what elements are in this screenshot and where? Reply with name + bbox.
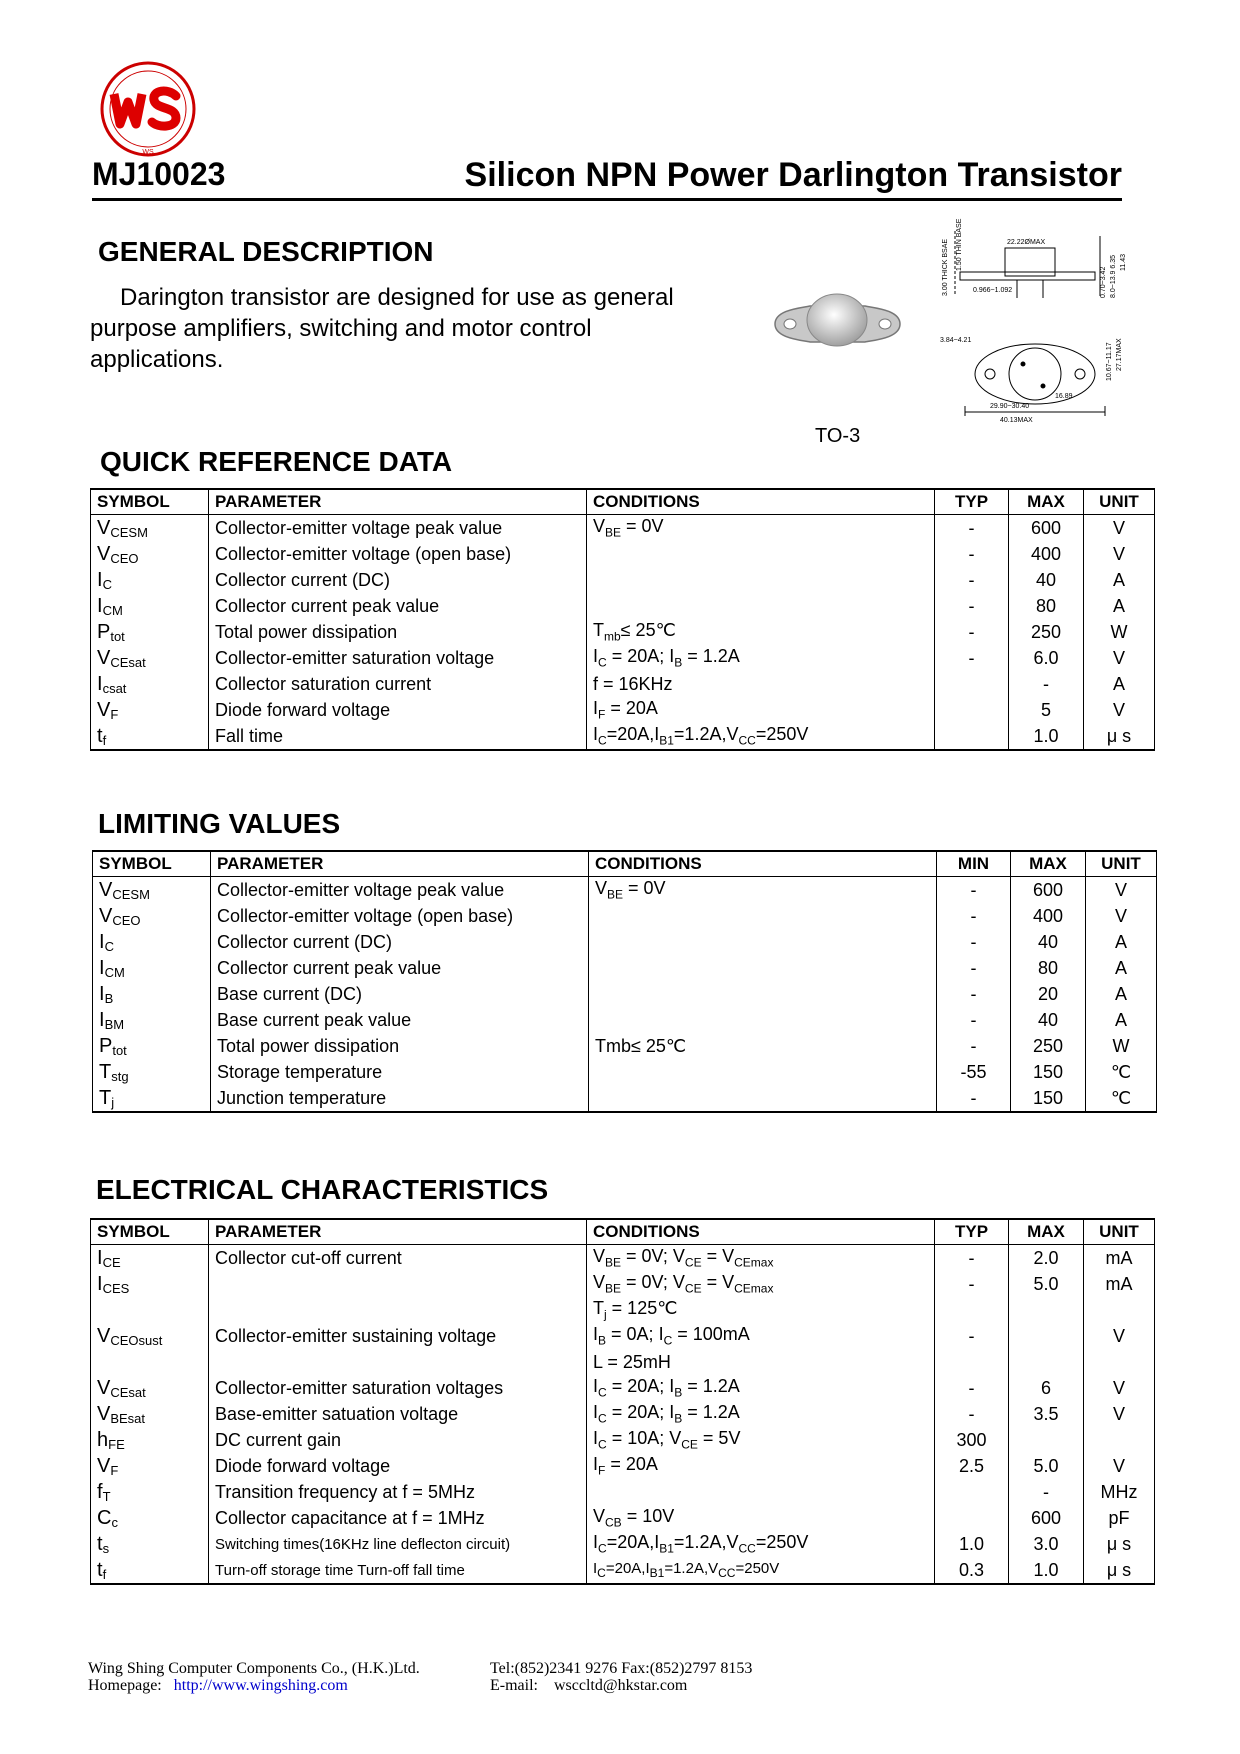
cell-max: 1.0 [1009,1557,1084,1584]
cell-conditions: $V_{BE} = 0V$; $V_{CE} = V_{CEmax}$ [587,1271,935,1297]
cell-symbol: $C_c$ [91,1505,209,1531]
cell-parameter: Collector-emitter saturation voltage [209,645,587,671]
cell-symbol: $V_{CESM}$ [91,515,209,542]
table-row [91,1557,1155,1584]
cell-parameter: Collector current peak value [211,955,589,981]
cell-typ: 300 [935,1427,1009,1453]
cell-parameter: Diode forward voltage [209,697,587,723]
cell-conditions [589,903,937,929]
cell-symbol: $I_C$ [91,567,209,593]
cell-symbol: $T_j$ [93,1085,211,1112]
cell-typ [935,697,1009,723]
cell-typ: - [935,515,1009,542]
document-title: Silicon NPN Power Darlington Transistor [464,156,1122,194]
table-row [91,1453,1155,1479]
cell-parameter: Collector-emitter sustaining voltage [209,1323,587,1349]
cell-max: 250 [1009,619,1084,645]
cell-parameter: Collector-emitter voltage (open base) [211,903,589,929]
table-row [93,955,1157,981]
cell-parameter [209,1271,587,1297]
cell-typ: -55 [937,1059,1011,1085]
cell-parameter: Collector-emitter voltage peak value [209,515,587,542]
cell-symbol: $V_{CEOsust}$ [91,1323,209,1349]
cell-unit: W [1086,1033,1157,1059]
table-row [91,541,1155,567]
table-row [91,1271,1155,1297]
label-thick-base: 3.00 THICK BSAE [942,238,949,296]
cell-conditions [587,567,935,593]
table-row [91,515,1155,542]
table-row [93,877,1157,904]
cell-typ: 0.3 [935,1557,1009,1584]
cell-unit: A [1084,567,1155,593]
cell-unit: A [1086,929,1157,955]
cell-parameter: Collector-emitter voltage peak value [211,877,589,904]
cell-symbol [91,1349,209,1375]
cell-max: 40 [1011,929,1086,955]
table-header-row [91,489,1155,515]
table-row [91,723,1155,750]
cell-typ: - [935,567,1009,593]
cell-conditions: Tmb≤ 25℃ [589,1033,937,1059]
label-w1: 3.84~4.21 [940,337,972,344]
label-w5: 29.90~30.40 [990,403,1030,410]
cell-symbol: $I_{CM}$ [91,593,209,619]
cell-symbol: $V_F$ [91,1453,209,1479]
cell-symbol: $I_C$ [93,929,211,955]
cell-max [1009,1427,1084,1453]
quick-reference-heading: QUICK REFERENCE DATA [100,446,453,477]
cell-parameter: DC current gain [209,1427,587,1453]
cell-symbol: $V_{BEsat}$ [91,1401,209,1427]
table-row [93,1059,1157,1085]
table-row [91,1401,1155,1427]
cell-unit: V [1086,877,1157,904]
cell-max: 5.0 [1009,1453,1084,1479]
table-row [93,981,1157,1007]
cell-parameter [209,1297,587,1323]
cell-typ [935,1349,1009,1375]
footer-tel-fax: Tel:(852)2341 9276 Fax:(852)2797 8153 [490,1660,753,1677]
table-row [91,1323,1155,1349]
column-header-parameter: PARAMETER [211,851,589,877]
footer-contact [490,1660,752,1694]
cell-conditions: f = 16KHz [587,671,935,697]
cell-symbol: $P_{tot}$ [91,619,209,645]
cell-typ: - [935,593,1009,619]
column-header-parameter: PARAMETER [209,489,587,515]
cell-typ: - [937,903,1011,929]
cell-max: 600 [1009,1505,1084,1531]
cell-unit: MHz [1084,1479,1155,1505]
column-header-max: MAX [1009,489,1084,515]
to3-dimension-drawing [935,216,1130,466]
cell-symbol: $I_{CES}$ [91,1271,209,1297]
cell-unit [1084,1297,1155,1323]
cell-unit: ℃ [1086,1059,1157,1085]
label-cap-diameter: 22.22ØMAX [1007,239,1046,246]
cell-max: 400 [1009,541,1084,567]
cell-unit: V [1084,515,1155,542]
cell-max: 6 [1009,1375,1084,1401]
cell-unit: ℃ [1086,1085,1157,1112]
cell-conditions: $I_B = 0A$; $I_C = 100mA$ [587,1323,935,1349]
cell-typ: - [935,541,1009,567]
cell-max: 3.5 [1009,1401,1084,1427]
cell-max: 250 [1011,1033,1086,1059]
table-row [91,1245,1155,1272]
table-row [93,1007,1157,1033]
cell-unit: μ s [1084,723,1155,750]
table-row [91,1479,1155,1505]
column-header-unit: UNIT [1084,489,1155,515]
email-address[interactable]: wsccltd@hkstar.com [553,1677,688,1694]
cell-conditions [587,593,935,619]
label-w2: 10.67~11.17 [1106,342,1113,381]
cell-typ: - [935,1271,1009,1297]
cell-conditions: $I_C = 20A$; $I_B = 1.2A$ [587,1401,935,1427]
label-w4: 16.89 [1055,393,1073,400]
cell-max: 80 [1011,955,1086,981]
cell-typ: - [937,955,1011,981]
cell-parameter: Base current peak value [211,1007,589,1033]
cell-parameter: Diode forward voltage [209,1453,587,1479]
table-row [91,567,1155,593]
cell-conditions: $I_C=20A,I_{B1}=1.2A,V_{CC}=250V$ [587,723,935,750]
cell-typ [935,1297,1009,1323]
cell-parameter: Junction temperature [211,1085,589,1112]
column-header-max: MAX [1011,851,1086,877]
footer-email [490,1677,752,1694]
cell-typ: - [935,1401,1009,1427]
cell-unit: A [1086,981,1157,1007]
cell-typ: - [937,929,1011,955]
table-row [91,1531,1155,1557]
cell-parameter: Collector-emitter saturation voltages [209,1375,587,1401]
cell-parameter: Collector current (DC) [209,567,587,593]
cell-parameter: Storage temperature [211,1059,589,1085]
cell-conditions [589,1059,937,1085]
column-header-symbol: SYMBOL [91,489,209,515]
cell-conditions: $V_{BE} = 0V$ [587,515,935,542]
cell-unit: V [1084,697,1155,723]
limiting-values-table [92,850,1157,1113]
cell-parameter: Collector saturation current [209,671,587,697]
column-header-conditions: CONDITIONS [589,851,937,877]
cell-symbol: $I_{CE}$ [91,1245,209,1272]
label-pin-diameter: 0.966~1.092 [973,287,1013,294]
cell-conditions: $I_F = 20A$ [587,697,935,723]
electrical-characteristics-table [90,1218,1155,1585]
cell-parameter: Total power dissipation [211,1033,589,1059]
email-label: E-mail: [490,1677,538,1694]
cell-parameter: Switching times(16KHz line deflecton circuit) [209,1531,587,1557]
footer-company: Wing Shing Computer Components Co., (H.K.)Ltd. [88,1660,420,1677]
cell-parameter: Turn-off storage time Turn-off fall time [209,1557,587,1584]
table-row [91,1375,1155,1401]
cell-conditions [589,929,937,955]
cell-typ: 1.0 [935,1531,1009,1557]
cell-parameter [209,1349,587,1375]
cell-conditions [587,1479,935,1505]
cell-typ: - [935,619,1009,645]
cell-conditions: $I_C = 20A$; $I_B = 1.2A$ [587,645,935,671]
cell-max: 40 [1009,567,1084,593]
cell-max: 5.0 [1009,1271,1084,1297]
cell-conditions: $V_{BE} = 0V$ [589,877,937,904]
column-header-unit: UNIT [1084,1219,1155,1245]
table-row [93,903,1157,929]
column-header-max: MAX [1009,1219,1084,1245]
general-description-heading: GENERAL DESCRIPTION [98,236,434,267]
cell-symbol: $V_{CEsat}$ [91,1375,209,1401]
table-row [91,671,1155,697]
table-header-row [91,1219,1155,1245]
cell-conditions: $I_C = 10A$; $V_{CE} = 5V$ [587,1427,935,1453]
cell-typ: 2.5 [935,1453,1009,1479]
cell-symbol: $I_{CM}$ [93,955,211,981]
cell-max [1009,1323,1084,1349]
cell-unit: V [1086,903,1157,929]
cell-symbol: $I_{BM}$ [93,1007,211,1033]
cell-conditions: $V_{CB} = 10V$ [587,1505,935,1531]
cell-parameter: Collector current (DC) [211,929,589,955]
cell-typ: - [937,981,1011,1007]
cell-parameter: Total power dissipation [209,619,587,645]
cell-max [1009,1349,1084,1375]
column-header-symbol: SYMBOL [91,1219,209,1245]
cell-max: 2.0 [1009,1245,1084,1272]
column-header-min: MIN [937,851,1011,877]
cell-typ [935,1505,1009,1531]
cell-typ: - [937,1007,1011,1033]
cell-unit [1084,1427,1155,1453]
table-row [91,1349,1155,1375]
cell-max: 5 [1009,697,1084,723]
cell-symbol: $t_f$ [91,723,209,750]
cell-conditions: $T_j$ = 125℃ [587,1297,935,1323]
cell-typ: - [937,1033,1011,1059]
table-row [91,593,1155,619]
cell-max: 80 [1009,593,1084,619]
cell-conditions: $T_{mb}\le$ 25℃ [587,619,935,645]
table-row [91,1297,1155,1323]
cell-conditions [589,981,937,1007]
cell-unit: μ s [1084,1557,1155,1584]
general-description-text [90,282,690,375]
cell-max: - [1009,1479,1084,1505]
footer [88,1660,1088,1694]
table-row [93,1033,1157,1059]
column-header-conditions: CONDITIONS [587,1219,935,1245]
table-row [91,645,1155,671]
cell-symbol: $I_B$ [93,981,211,1007]
cell-unit: μ s [1084,1531,1155,1557]
table-row [93,929,1157,955]
cell-parameter: Base current (DC) [211,981,589,1007]
cell-unit: V [1084,645,1155,671]
label-w6: 40.13MAX [1000,417,1033,424]
cell-unit: mA [1084,1271,1155,1297]
cell-unit: pF [1084,1505,1155,1531]
column-header-conditions: CONDITIONS [587,489,935,515]
cell-unit [1084,1349,1155,1375]
table-row [91,697,1155,723]
cell-symbol: $f_T$ [91,1479,209,1505]
cell-parameter: Base-emitter satuation voltage [209,1401,587,1427]
cell-symbol: $V_{CEsat}$ [91,645,209,671]
limiting-values-heading: LIMITING VALUES [98,808,341,839]
cell-unit: V [1084,1453,1155,1479]
cell-conditions: $I_C=20A,I_{B1}=1.2A,V_{CC}=250V$ [587,1531,935,1557]
cell-typ: - [935,645,1009,671]
cell-conditions [589,1085,937,1112]
table-row [91,1505,1155,1531]
cell-symbol: $V_{CESM}$ [93,877,211,904]
label-h3: 0.70~3.42 [1100,266,1107,298]
description-body: Darington transistor are designed for use as general purpose amplifiers, switching and motor control applications. [90,284,674,373]
column-header-symbol: SYMBOL [93,851,211,877]
cell-parameter: Collector current peak value [209,593,587,619]
cell-typ: - [935,1323,1009,1349]
table-row [93,1085,1157,1112]
cell-parameter: Collector-emitter voltage (open base) [209,541,587,567]
cell-typ [935,671,1009,697]
table-row [91,619,1155,645]
cell-unit: V [1084,1323,1155,1349]
cell-max: - [1009,671,1084,697]
cell-symbol: $V_{CEO}$ [93,903,211,929]
cell-conditions [589,955,937,981]
cell-conditions: $I_C=20A,I_{B1}=1.2A,V_{CC}=250V$ [587,1557,935,1584]
column-header-typ: TYP [935,1219,1009,1245]
table-row [91,1427,1155,1453]
cell-conditions [589,1007,937,1033]
label-thin-base: 1.50 THIN BASE [956,218,963,271]
cell-conditions: L = 25mH [587,1349,935,1375]
cell-parameter: Collector cut-off current [209,1245,587,1272]
column-header-parameter: PARAMETER [209,1219,587,1245]
electrical-characteristics-heading: ELECTRICAL CHARACTERISTICS [96,1174,549,1205]
cell-parameter: Collector capacitance at f = 1MHz [209,1505,587,1531]
company-logo [92,60,204,158]
part-number: MJ10023 [92,156,226,192]
cell-parameter: Fall time [209,723,587,750]
cell-max: 400 [1011,903,1086,929]
cell-conditions [587,541,935,567]
column-header-unit: UNIT [1086,851,1157,877]
cell-unit: mA [1084,1245,1155,1272]
to3-package-photo [770,282,905,362]
cell-max: 150 [1011,1059,1086,1085]
quick-reference-table [90,488,1155,751]
table-header-row [93,851,1157,877]
cell-parameter: Transition frequency at f = 5MHz [209,1479,587,1505]
cell-unit: V [1084,541,1155,567]
cell-typ: - [935,1245,1009,1272]
title-row [92,156,1122,201]
cell-max [1009,1297,1084,1323]
cell-symbol [91,1297,209,1323]
cell-conditions: $I_F = 20A$ [587,1453,935,1479]
cell-max: 600 [1009,515,1084,542]
cell-typ [935,1479,1009,1505]
label-h2: 8.0~13.9 6.35 [1110,254,1117,298]
cell-conditions: $I_C = 20A$; $I_B = 1.2A$ [587,1375,935,1401]
homepage-link[interactable]: http://www.wingshing.com [173,1677,348,1694]
cell-max: 3.0 [1009,1531,1084,1557]
cell-unit: V [1084,1401,1155,1427]
cell-unit: A [1084,593,1155,619]
cell-typ: - [937,877,1011,904]
cell-typ: - [935,1375,1009,1401]
cell-max: 150 [1011,1085,1086,1112]
logo-text: WS [142,149,154,156]
label-w3: 27.17MAX [1116,338,1123,371]
cell-max: 600 [1011,877,1086,904]
cell-unit: W [1084,619,1155,645]
homepage-label: Homepage: [88,1677,162,1694]
cell-symbol: $h_{FE}$ [91,1427,209,1453]
cell-typ: - [937,1085,1011,1112]
package-label: TO-3 [815,425,861,447]
cell-symbol: $V_F$ [91,697,209,723]
cell-unit: A [1086,955,1157,981]
cell-typ [935,723,1009,750]
cell-max: 1.0 [1009,723,1084,750]
cell-symbol: $I_{csat}$ [91,671,209,697]
cell-unit: V [1084,1375,1155,1401]
cell-max: 40 [1011,1007,1086,1033]
cell-symbol: $V_{CEO}$ [91,541,209,567]
cell-symbol: $P_{tot}$ [93,1033,211,1059]
cell-max: 6.0 [1009,645,1084,671]
cell-symbol: $t_s$ [91,1531,209,1557]
cell-conditions: $V_{BE} = 0V$; $V_{CE} = V_{CEmax}$ [587,1245,935,1272]
label-h1: 11.43 [1120,254,1127,271]
cell-symbol: $t_f$ [91,1557,209,1584]
cell-max: 20 [1011,981,1086,1007]
cell-unit: A [1086,1007,1157,1033]
cell-unit: A [1084,671,1155,697]
column-header-typ: TYP [935,489,1009,515]
cell-symbol: $T_{stg}$ [93,1059,211,1085]
